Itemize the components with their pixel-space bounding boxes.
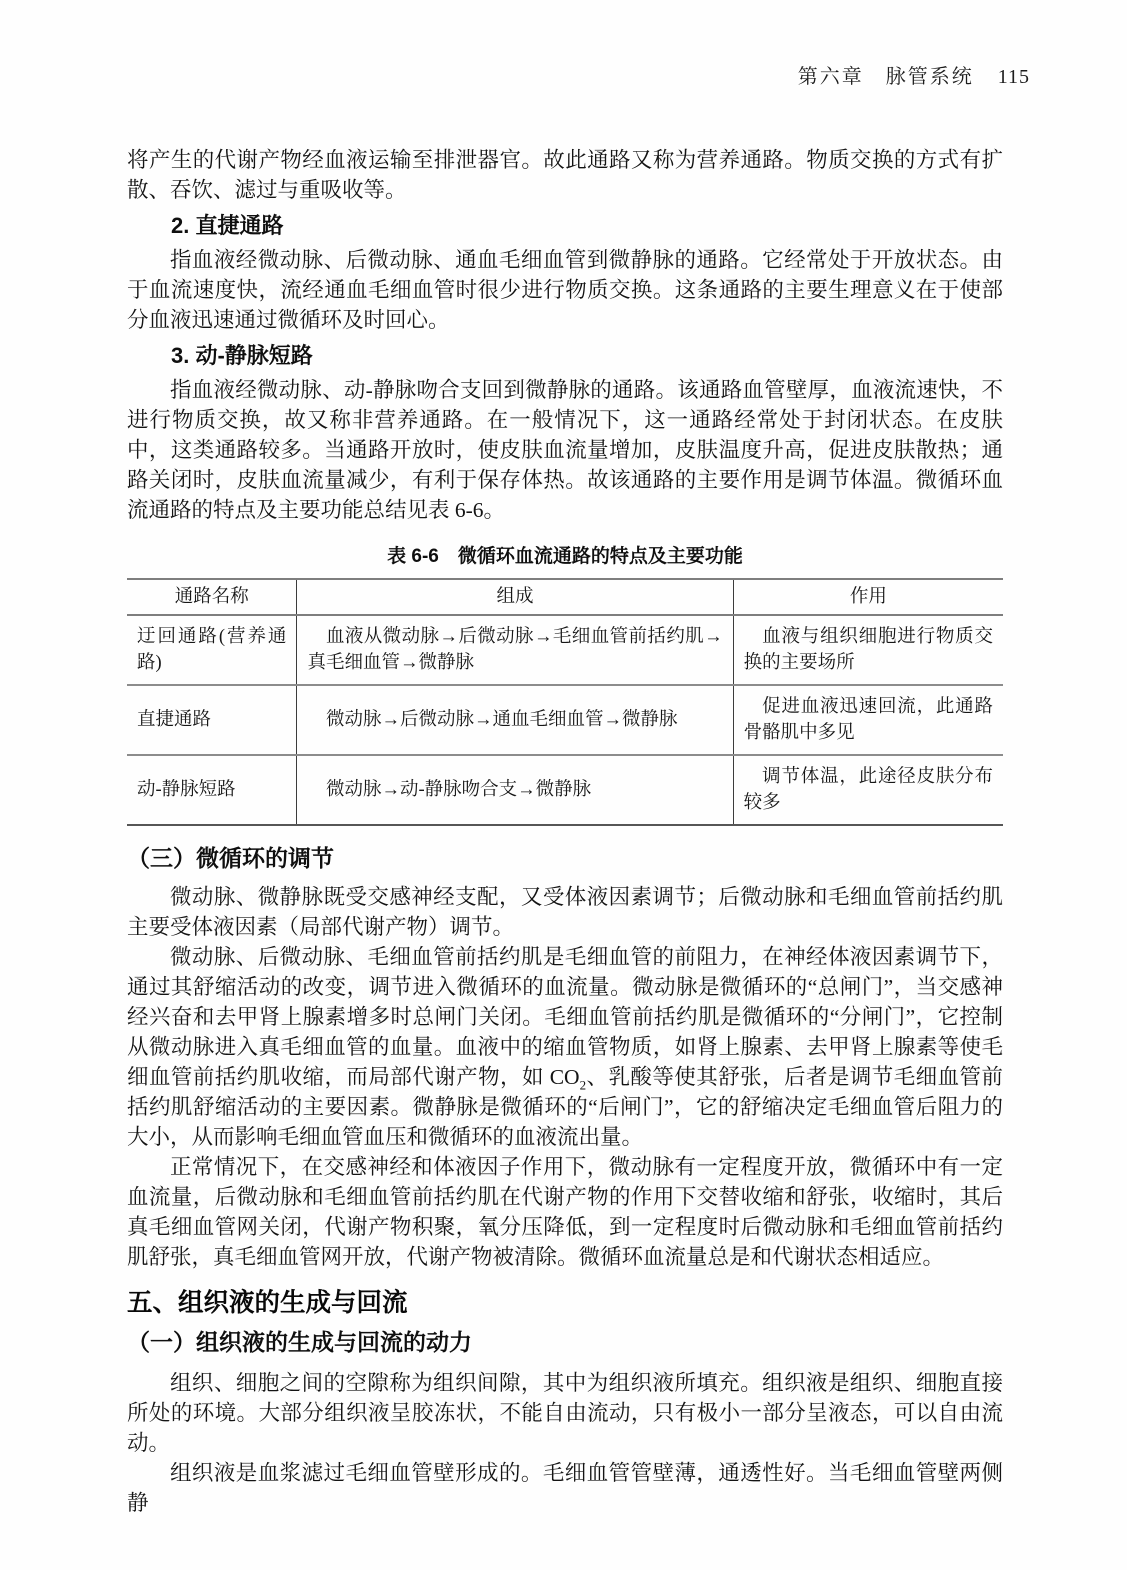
cell-function: 促进血液迅速回流，此通路骨骼肌中多见 [733, 685, 1003, 755]
table-row-roundabout [127, 615, 1003, 685]
paragraph-tissue-fluid-1: 组织、细胞之间的空隙称为组织间隙，其中为组织液所填充。组织液是组织、细胞直接所处的环境。大部分组织液呈胶冻状，不能自由流动，只有极小一部分呈液态，可以自由流动。 [127, 1371, 1003, 1455]
chapter-title: 第六章 脉管系统 [797, 66, 974, 88]
paragraph-continuation: 将产生的代谢产物经血液运输至排泄器官。故此通路又称为营养通路。物质交换的方式有扩散、吞饮、滤过与重吸收等。 [127, 148, 1003, 202]
cell-pathway-name: 迂回通路(营养通路) [137, 627, 287, 673]
paragraph-av-shunt: 指血液经微动脉、动-静脉吻合支回到微静脉的通路。该通路血管壁厚，血液流速快，不进行物质交换，故又称非营养通路。在一般情况下，这一通路经常处于封闭状态。在皮肤中，这类通路较多。当通路开放时，使皮肤血流量增加，皮肤温度升高，促进皮肤散热；通路关闭时，皮肤血流量减少，有利于保存体热。故该通路的主要作用是调节体温。微循环血流通路的特点及主要功能总结见表 6-6。 [127, 378, 1003, 522]
table-title: 表 6-6 微循环血流通路的特点及主要功能 [387, 546, 743, 567]
paragraph-regulation-1: 微动脉、微静脉既受交感神经支配，又受体液因素调节；后微动脉和毛细血管前括约肌主要受体液因素（局部代谢产物）调节。 [127, 885, 1003, 939]
heading-tissue-fluid: 五、组织液的生成与回流 [127, 1289, 408, 1317]
heading-direct-pathway: 2. 直捷通路 [171, 213, 284, 238]
paragraph-tissue-fluid-2: 组织液是血浆滤过毛细血管壁形成的。毛细血管管壁薄，通透性好。当毛细血管壁两侧静 [127, 1461, 1003, 1515]
cell-composition: 血液从微动脉→后微动脉→毛细血管前括约肌→真毛细血管→微静脉 [297, 615, 733, 685]
paragraph-regulation-2: 微动脉、后微动脉、毛细血管前括约肌是毛细血管的前阻力，在神经体液因素调节下，通过其舒缩活动的改变，调节进入微循环的血流量。微动脉是微循环的“总闸门”，当交感神经兴奋和去甲肾上腺素增多时总闸门关闭。毛细血管前括约肌是微循环的“分闸门”，它控制从微动脉进入真毛细血管的血量。血液中的缩血管物质，如肾上腺素、去甲肾上腺素等使毛细血管前括约肌收缩，而局部代谢产物，如 $CO_2$、乳酸等使其舒张，后者是调节毛细血管前括约肌舒缩活动的主要因素。微静脉是微循环的“后闸门”，它的舒缩决定毛细血管后阻力的大小，从而影响毛细血管血压和微循环的血液流出量。 [127, 945, 1003, 1149]
cell-composition: 微动脉→后微动脉→通血毛细血管→微静脉 [297, 685, 733, 755]
cell-function: 调节体温，此途径皮肤分布较多 [733, 755, 1003, 825]
heading-microcirculation-regulation: （三）微循环的调节 [127, 845, 334, 871]
page-number: 115 [997, 66, 1030, 88]
cell-composition: 微动脉→动-静脉吻合支→微静脉 [297, 755, 733, 825]
heading-av-shunt: 3. 动-静脉短路 [171, 343, 313, 368]
column-header-composition: 组成 [297, 579, 733, 615]
table-row-direct [127, 685, 1003, 755]
paragraph-direct-pathway: 指血液经微动脉、后微动脉、通血毛细血管到微静脉的通路。它经常处于开放状态。由于血流速度快，流经通血毛细血管时很少进行物质交换。这条通路的主要生理意义在于使部分血液迅速通过微循环及时回心。 [127, 248, 1003, 332]
cell-function: 血液与组织细胞进行物质交换的主要场所 [733, 615, 1003, 685]
heading-tissue-fluid-dynamics: （一）组织液的生成与回流的动力 [127, 1329, 472, 1355]
table-row-av-shunt [127, 755, 1003, 825]
column-header-function: 作用 [733, 579, 1003, 615]
page-content [127, 145, 1003, 1518]
cell-pathway-name: 直捷通路 [127, 685, 297, 755]
microcirculation-table [127, 578, 1003, 826]
co2-subscript: 2 [579, 1077, 587, 1093]
paragraph-regulation-3: 正常情况下，在交感神经和体液因子作用下，微动脉有一定程度开放，微循环中有一定血流量，后微动脉和毛细血管前括约肌在代谢产物的作用下交替收缩和舒张，收缩时，其后真毛细血管网关闭，代谢产物积聚，氧分压降低，到一定程度时后微动脉和毛细血管前括约肌舒张，真毛细血管网开放，代谢产物被清除。微循环血流量总是和代谢状态相适应。 [127, 1155, 1003, 1269]
column-header-pathway-name: 通路名称 [127, 579, 297, 615]
table-header-row [127, 579, 1003, 615]
cell-pathway-name: 动-静脉短路 [127, 755, 297, 825]
page-header [127, 60, 1030, 89]
